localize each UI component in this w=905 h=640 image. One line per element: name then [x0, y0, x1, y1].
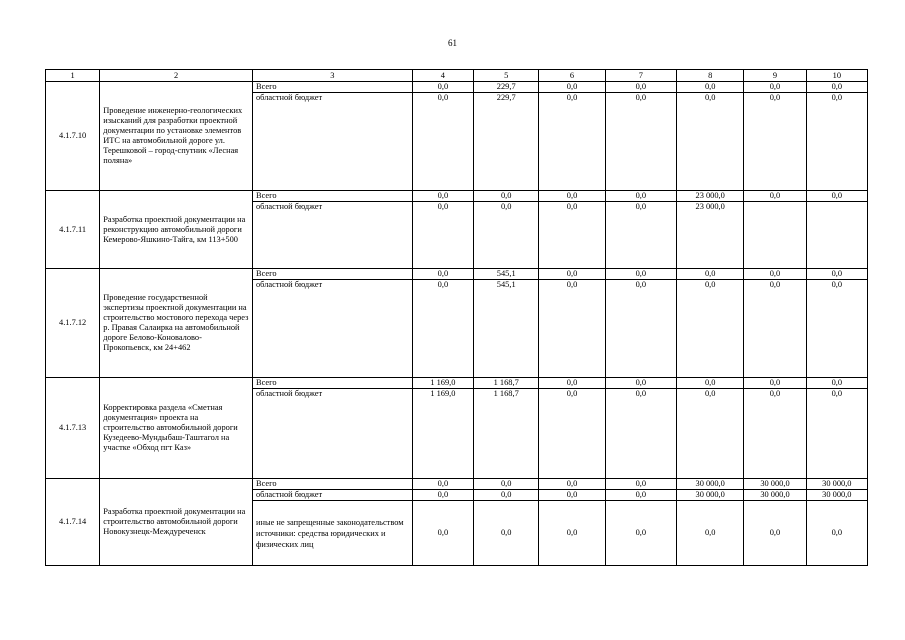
- value-cell: 0,0: [744, 269, 806, 280]
- value-cell: 0,0: [677, 82, 744, 93]
- value-cell: 0,0: [677, 280, 744, 378]
- header-cell: 9: [744, 70, 806, 82]
- value-cell: 1 168,7: [474, 389, 539, 479]
- value-cell: 0,0: [806, 269, 867, 280]
- item-code: 4.1.7.13: [46, 378, 100, 479]
- item-code: 4.1.7.10: [46, 82, 100, 191]
- value-cell: 0,0: [806, 82, 867, 93]
- value-cell: 0,0: [539, 269, 605, 280]
- value-cell: 0,0: [539, 202, 605, 269]
- funding-source: Всего: [252, 191, 412, 202]
- value-cell: 30 000,0: [677, 490, 744, 501]
- value-cell: 0,0: [539, 490, 605, 501]
- value-cell: 0,0: [412, 93, 473, 191]
- table-row: [46, 479, 868, 490]
- value-cell: [806, 202, 867, 269]
- funding-source: иные не запрещенные законодательством источники: средства юридических и физических лиц: [252, 501, 412, 566]
- value-cell: 30 000,0: [677, 479, 744, 490]
- value-cell: 0,0: [474, 501, 539, 566]
- header-cell: 6: [539, 70, 605, 82]
- value-cell: 0,0: [677, 389, 744, 479]
- value-cell: 30 000,0: [806, 479, 867, 490]
- value-cell: 0,0: [605, 191, 676, 202]
- value-cell: 0,0: [744, 389, 806, 479]
- value-cell: 0,0: [539, 389, 605, 479]
- value-cell: 0,0: [677, 269, 744, 280]
- page-number: 61: [448, 38, 457, 48]
- value-cell: 0,0: [412, 191, 473, 202]
- value-cell: 0,0: [744, 378, 806, 389]
- value-cell: 1 168,7: [474, 378, 539, 389]
- value-cell: 0,0: [677, 501, 744, 566]
- value-cell: 0,0: [539, 82, 605, 93]
- value-cell: 0,0: [605, 479, 676, 490]
- value-cell: 0,0: [605, 490, 676, 501]
- value-cell: 0,0: [605, 501, 676, 566]
- value-cell: 1 169,0: [412, 378, 473, 389]
- value-cell: 0,0: [744, 280, 806, 378]
- value-cell: 0,0: [412, 82, 473, 93]
- header-cell: 8: [677, 70, 744, 82]
- value-cell: 0,0: [605, 269, 676, 280]
- value-cell: 0,0: [806, 378, 867, 389]
- funding-source: Всего: [252, 378, 412, 389]
- header-cell: 1: [46, 70, 100, 82]
- value-cell: 0,0: [539, 378, 605, 389]
- value-cell: 0,0: [744, 82, 806, 93]
- header-cell: 2: [100, 70, 253, 82]
- value-cell: 0,0: [605, 378, 676, 389]
- value-cell: 545,1: [474, 280, 539, 378]
- table-row: [46, 191, 868, 202]
- value-cell: 0,0: [605, 93, 676, 191]
- value-cell: 0,0: [412, 501, 473, 566]
- value-cell: 545,1: [474, 269, 539, 280]
- item-code: 4.1.7.14: [46, 479, 100, 566]
- header-cell: 5: [474, 70, 539, 82]
- value-cell: 23 000,0: [677, 191, 744, 202]
- value-cell: 0,0: [605, 389, 676, 479]
- value-cell: 30 000,0: [806, 490, 867, 501]
- item-name: Проведение инженерно-геологических изысканий для разработки проектной документации по установке элементов ИТС на автомобильной дороге ул. Терешковой – город-спутник «Лесная поляна»: [100, 82, 253, 191]
- value-cell: 23 000,0: [677, 202, 744, 269]
- table-row: [46, 82, 868, 93]
- funding-source: областной бюджет: [252, 280, 412, 378]
- value-cell: 0,0: [412, 280, 473, 378]
- value-cell: 0,0: [412, 490, 473, 501]
- funding-source: областной бюджет: [252, 93, 412, 191]
- value-cell: 0,0: [806, 191, 867, 202]
- value-cell: 0,0: [539, 479, 605, 490]
- value-cell: 0,0: [605, 280, 676, 378]
- table-row: [46, 269, 868, 280]
- value-cell: 0,0: [605, 82, 676, 93]
- header-row: [46, 70, 868, 82]
- value-cell: 0,0: [474, 479, 539, 490]
- value-cell: 0,0: [744, 191, 806, 202]
- funding-source: областной бюджет: [252, 490, 412, 501]
- value-cell: 0,0: [539, 93, 605, 191]
- funding-source: областной бюджет: [252, 389, 412, 479]
- budget-table: [45, 69, 868, 566]
- value-cell: 0,0: [539, 280, 605, 378]
- funding-source: Всего: [252, 82, 412, 93]
- funding-source: областной бюджет: [252, 202, 412, 269]
- funding-source: Всего: [252, 479, 412, 490]
- header-cell: 10: [806, 70, 867, 82]
- value-cell: 30 000,0: [744, 490, 806, 501]
- value-cell: 0,0: [539, 501, 605, 566]
- value-cell: 30 000,0: [744, 479, 806, 490]
- item-name: Разработка проектной документации на строительство автомобильной дороги Новокузнецк-Междуреченск: [100, 479, 253, 566]
- item-name: Проведение государственной экспертизы проектной документации на строительство мостового перехода через р. Правая Салаирка на автомобильной дороге Белово-Коновалово-Прокопьевск, км 24+462: [100, 269, 253, 378]
- value-cell: 0,0: [474, 202, 539, 269]
- item-code: 4.1.7.12: [46, 269, 100, 378]
- funding-source: Всего: [252, 269, 412, 280]
- value-cell: 0,0: [605, 202, 676, 269]
- value-cell: 0,0: [412, 269, 473, 280]
- table-row: [46, 378, 868, 389]
- value-cell: 1 169,0: [412, 389, 473, 479]
- value-cell: 0,0: [412, 479, 473, 490]
- value-cell: 229,7: [474, 93, 539, 191]
- value-cell: 0,0: [806, 280, 867, 378]
- value-cell: 0,0: [677, 93, 744, 191]
- value-cell: 0,0: [412, 202, 473, 269]
- value-cell: 0,0: [744, 93, 806, 191]
- value-cell: [744, 202, 806, 269]
- value-cell: 0,0: [806, 93, 867, 191]
- header-cell: 4: [412, 70, 473, 82]
- value-cell: 0,0: [806, 389, 867, 479]
- value-cell: 0,0: [474, 490, 539, 501]
- value-cell: 0,0: [677, 378, 744, 389]
- value-cell: 229,7: [474, 82, 539, 93]
- item-name: Корректировка раздела «Сметная документация» проекта на строительство автомобильной дороги Кузедеево-Мундыбаш-Таштагол на участке «Обход пгт Каз»: [100, 378, 253, 479]
- header-cell: 3: [252, 70, 412, 82]
- value-cell: 0,0: [474, 191, 539, 202]
- item-name: Разработка проектной документации на реконструкцию автомобильной дороги Кемерово-Яшкино-Тайга, км 113+500: [100, 191, 253, 269]
- value-cell: 0,0: [744, 501, 806, 566]
- value-cell: 0,0: [806, 501, 867, 566]
- value-cell: 0,0: [539, 191, 605, 202]
- header-cell: 7: [605, 70, 676, 82]
- item-code: 4.1.7.11: [46, 191, 100, 269]
